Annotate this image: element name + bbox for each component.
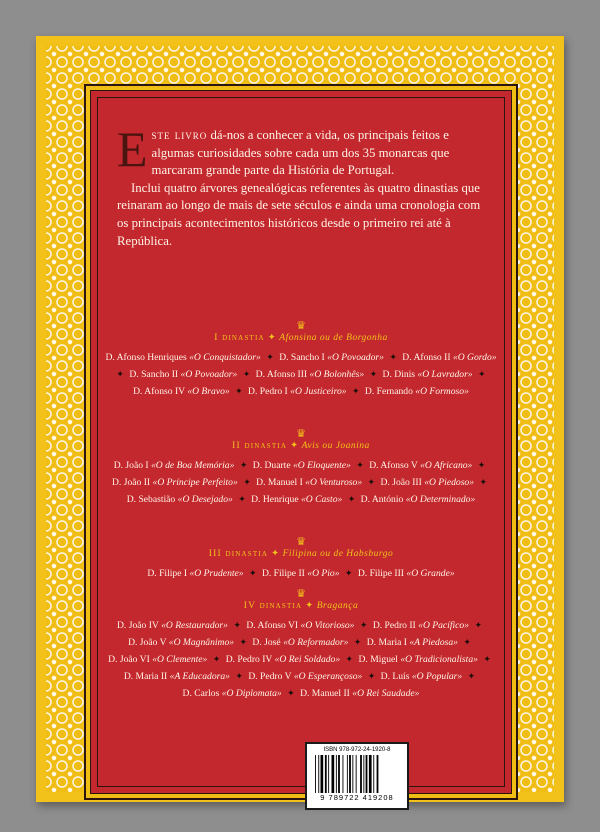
monarch-entry <box>256 369 364 380</box>
separator-star-icon: ✦ <box>233 620 241 630</box>
separator-star-icon: ✦ <box>477 460 486 470</box>
monarch-name: D. Afonso II <box>402 352 451 363</box>
monarch-name: D. Manuel I <box>256 477 303 488</box>
intro-paragraph-2: Inclui quatro árvores genealógicas referentes às quatro dinastias que reinaram ao longo de mais de sete séculos e ainda uma cronologia com os principais acontecimentos históricos desde o primeiro rei até à República. <box>117 180 481 248</box>
monarch-epithet: «O Conquistador» <box>189 352 261 363</box>
separator-star-icon: ✦ <box>243 477 251 487</box>
monarch-name: D. Sancho II <box>129 369 179 380</box>
separator-star-icon: ✦ <box>116 369 124 379</box>
separator-star-icon: ✦ <box>463 637 471 647</box>
separator-star-icon: ✦ <box>478 369 486 379</box>
barcode <box>305 742 409 810</box>
dynasty-title <box>105 332 497 343</box>
monarch-name: D. Pedro IV <box>225 654 273 665</box>
dynasty-title <box>105 600 497 611</box>
monarch-entry <box>117 620 228 631</box>
monarch-list <box>105 565 497 582</box>
monarch-entry <box>147 568 243 579</box>
monarch-entry <box>367 637 458 648</box>
separator-star-icon: ✦ <box>266 352 274 362</box>
separator-star-icon: ✦ <box>483 654 491 664</box>
intro-paragraph-1 <box>117 121 485 180</box>
monarch-name: D. João II <box>112 477 151 488</box>
monarch-epithet: «O Restaurador» <box>161 620 228 631</box>
monarch-epithet: «O Bravo» <box>187 386 230 397</box>
monarch-entry <box>112 477 238 488</box>
monarch-entry <box>361 494 476 505</box>
separator-star-icon: ✦ <box>235 386 243 396</box>
monarch-entry <box>358 568 455 579</box>
monarch-entry <box>279 352 384 363</box>
monarch-epithet: «O Povoador» <box>327 352 384 363</box>
monarch-name: D. Sancho I <box>279 352 325 363</box>
intro-p1-text: dá-nos a conhecer a vida, os principais feitos e algumas curiosidades sobre cada um dos 35 monarcas que marcaram grande parte da História de Portugal. <box>151 128 450 178</box>
monarch-epithet: «O Pio» <box>307 568 340 579</box>
star-icon: ✦ <box>267 333 277 343</box>
barcode-number: 9 789722 419208 <box>320 793 394 802</box>
barcode-bars <box>314 755 400 793</box>
monarch-name: D. Pedro V <box>248 671 292 682</box>
isbn-label: ISBN 978-972-24-1920-8 <box>323 747 391 753</box>
separator-star-icon: ✦ <box>344 568 353 578</box>
monarch-list <box>105 349 497 400</box>
separator-star-icon: ✦ <box>249 568 257 578</box>
monarch-entry <box>373 620 469 631</box>
separator-star-icon: ✦ <box>235 671 243 681</box>
separator-star-icon: ✦ <box>479 477 487 487</box>
monarch-epithet: «O Africano» <box>420 460 473 471</box>
dynasty-name: Afonsina ou de Borgonha <box>279 333 388 343</box>
separator-star-icon: ✦ <box>238 494 246 504</box>
monarch-epithet: «O Pacífico» <box>418 620 470 631</box>
monarch-epithet: «O Príncipe Perfeito» <box>152 477 238 488</box>
intro-lead: ste livro <box>151 128 208 142</box>
monarch-entry <box>133 386 230 397</box>
monarch-epithet: «O Povoador» <box>180 369 238 380</box>
monarch-entry <box>253 460 351 471</box>
monarch-entry <box>359 654 478 665</box>
monarch-entry <box>124 671 230 682</box>
monarch-name: D. Afonso V <box>369 460 418 471</box>
monarch-epithet: «O Esperançoso» <box>293 671 363 682</box>
monarch-name: D. João V <box>128 637 167 648</box>
monarch-name: D. João VI <box>108 654 150 665</box>
monarch-entry <box>300 688 419 699</box>
dynasty-label: I dinastia <box>214 333 265 343</box>
monarch-name: D. Afonso IV <box>133 386 185 397</box>
dynasty-title <box>105 440 497 451</box>
monarch-epithet: «O Rei Soldado» <box>274 654 341 665</box>
monarch-entry <box>381 671 463 682</box>
monarch-name: D. Pedro I <box>248 386 288 397</box>
monarch-epithet: «O Vitorioso» <box>300 620 355 631</box>
monarch-epithet: «O Reformador» <box>283 637 349 648</box>
monarch-entry <box>129 369 237 380</box>
monarch-name: D. Filipe II <box>261 568 305 579</box>
monarch-epithet: «O de Boa Memória» <box>151 460 235 471</box>
monarch-name: D. Duarte <box>252 460 291 471</box>
dynasty-label: III dinastia <box>208 549 269 559</box>
monarch-name: D. Afonso III <box>255 369 308 380</box>
monarch-entry <box>108 654 207 665</box>
separator-star-icon: ✦ <box>367 477 376 487</box>
dynasty-section-4 <box>105 589 497 702</box>
monarch-epithet: «O Gordo» <box>452 352 497 363</box>
monarch-epithet: «O Venturoso» <box>305 477 363 488</box>
monarch-entry <box>383 369 473 380</box>
separator-star-icon: ✦ <box>351 386 360 396</box>
monarch-list <box>105 457 497 508</box>
monarch-name: D. João I <box>113 460 149 471</box>
monarch-name: D. João III <box>380 477 422 488</box>
star-icon: ✦ <box>305 601 314 611</box>
separator-star-icon: ✦ <box>369 369 378 379</box>
dynasty-section-2 <box>105 429 497 508</box>
monarch-name: D. Maria I <box>366 637 407 648</box>
monarch-epithet: «O Casto» <box>300 494 343 505</box>
monarch-name: D. Carlos <box>182 688 220 699</box>
separator-star-icon: ✦ <box>359 620 368 630</box>
monarch-epithet: «O Rei Saudade» <box>352 688 420 699</box>
monarch-entry <box>262 568 340 579</box>
monarch-epithet: «O Lavrador» <box>417 369 473 380</box>
separator-star-icon: ✦ <box>242 369 251 379</box>
monarch-name: D. Afonso VI <box>246 620 299 631</box>
monarch-entry <box>246 620 354 631</box>
star-icon: ✦ <box>290 441 299 451</box>
separator-star-icon: ✦ <box>239 460 248 470</box>
monarch-name: D. António <box>360 494 404 505</box>
separator-star-icon: ✦ <box>347 494 356 504</box>
dynasty-name: Filipina ou de Habsburgo <box>282 549 394 559</box>
monarch-epithet: «O Prudente» <box>189 568 244 579</box>
separator-star-icon: ✦ <box>367 671 376 681</box>
monarch-name: D. Pedro II <box>372 620 416 631</box>
monarch-name: D. Afonso Henriques <box>105 352 187 363</box>
crown-icon: ♛ <box>296 320 306 332</box>
monarch-name: D. Sebastião <box>126 494 176 505</box>
text-panel <box>90 90 512 802</box>
monarch-entry <box>252 637 348 648</box>
monarch-name: D. Luís <box>380 671 410 682</box>
star-icon: ✦ <box>271 549 280 559</box>
monarch-name: D. Henrique <box>251 494 299 505</box>
intro-text <box>117 121 485 250</box>
monarch-name: D. Maria II <box>123 671 168 682</box>
monarch-entry <box>402 352 496 363</box>
monarch-epithet: «O Magnânimo» <box>168 637 235 648</box>
monarch-entry <box>114 460 235 471</box>
monarch-entry <box>105 352 260 363</box>
monarch-entry <box>248 671 362 682</box>
crown-icon: ♛ <box>296 536 306 548</box>
monarch-name: D. Filipe III <box>357 568 404 579</box>
monarch-entry <box>369 460 472 471</box>
monarch-epithet: «O Diplomata» <box>221 688 282 699</box>
separator-star-icon: ✦ <box>356 460 364 470</box>
dynasty-label: II dinastia <box>232 441 288 451</box>
book-back-cover <box>36 36 564 802</box>
monarch-list <box>105 617 497 702</box>
dynasty-section-3 <box>105 537 497 582</box>
separator-star-icon: ✦ <box>212 654 221 664</box>
crown-icon: ♛ <box>296 428 306 440</box>
monarch-epithet: «O Formoso» <box>415 386 469 397</box>
monarch-entry <box>226 654 340 665</box>
monarch-epithet: «O Desejado» <box>177 494 233 505</box>
crown-icon: ♛ <box>296 588 306 600</box>
dynasty-section-1 <box>105 321 497 400</box>
monarch-entry <box>380 477 474 488</box>
monarch-entry <box>365 386 469 397</box>
dynasty-label: IV dinastia <box>243 601 303 611</box>
separator-star-icon: ✦ <box>287 688 295 698</box>
monarch-epithet: «O Popular» <box>411 671 463 682</box>
monarch-name: D. Filipe I <box>147 568 188 579</box>
monarch-name: D. Dinis <box>382 369 416 380</box>
monarch-epithet: «O Grande» <box>406 568 455 579</box>
separator-star-icon: ✦ <box>474 620 482 630</box>
monarch-name: D. José <box>252 637 281 648</box>
separator-star-icon: ✦ <box>389 352 397 362</box>
drop-cap: E <box>117 121 148 177</box>
dynasty-name: Bragança <box>316 601 359 611</box>
monarch-name: D. Manuel II <box>300 688 350 699</box>
monarch-entry <box>127 494 233 505</box>
monarch-name: D. Fernando <box>364 386 413 397</box>
monarch-entry <box>256 477 362 488</box>
separator-star-icon: ✦ <box>353 637 362 647</box>
monarch-epithet: «A Piedosa» <box>409 637 458 648</box>
separator-star-icon: ✦ <box>467 671 476 681</box>
monarch-epithet: «O Tradicionalista» <box>400 654 478 665</box>
monarch-epithet: «A Educadora» <box>169 671 230 682</box>
monarch-name: D. João IV <box>117 620 159 631</box>
monarch-entry <box>183 688 282 699</box>
monarch-entry <box>248 386 347 397</box>
separator-star-icon: ✦ <box>239 637 248 647</box>
dynasty-name: Avis ou Joanina <box>301 441 370 451</box>
monarch-epithet: «O Clemente» <box>152 654 208 665</box>
monarch-epithet: «O Bolonhês» <box>309 369 365 380</box>
monarch-epithet: «O Determinado» <box>405 494 476 505</box>
separator-star-icon: ✦ <box>345 654 354 664</box>
monarch-epithet: «O Justiceiro» <box>290 386 347 397</box>
monarch-epithet: «O Piedoso» <box>424 477 475 488</box>
monarch-epithet: «O Eloquente» <box>293 460 351 471</box>
monarch-name: D. Miguel <box>358 654 398 665</box>
dynasty-title <box>105 548 497 559</box>
monarch-entry <box>251 494 342 505</box>
monarch-entry <box>128 637 234 648</box>
